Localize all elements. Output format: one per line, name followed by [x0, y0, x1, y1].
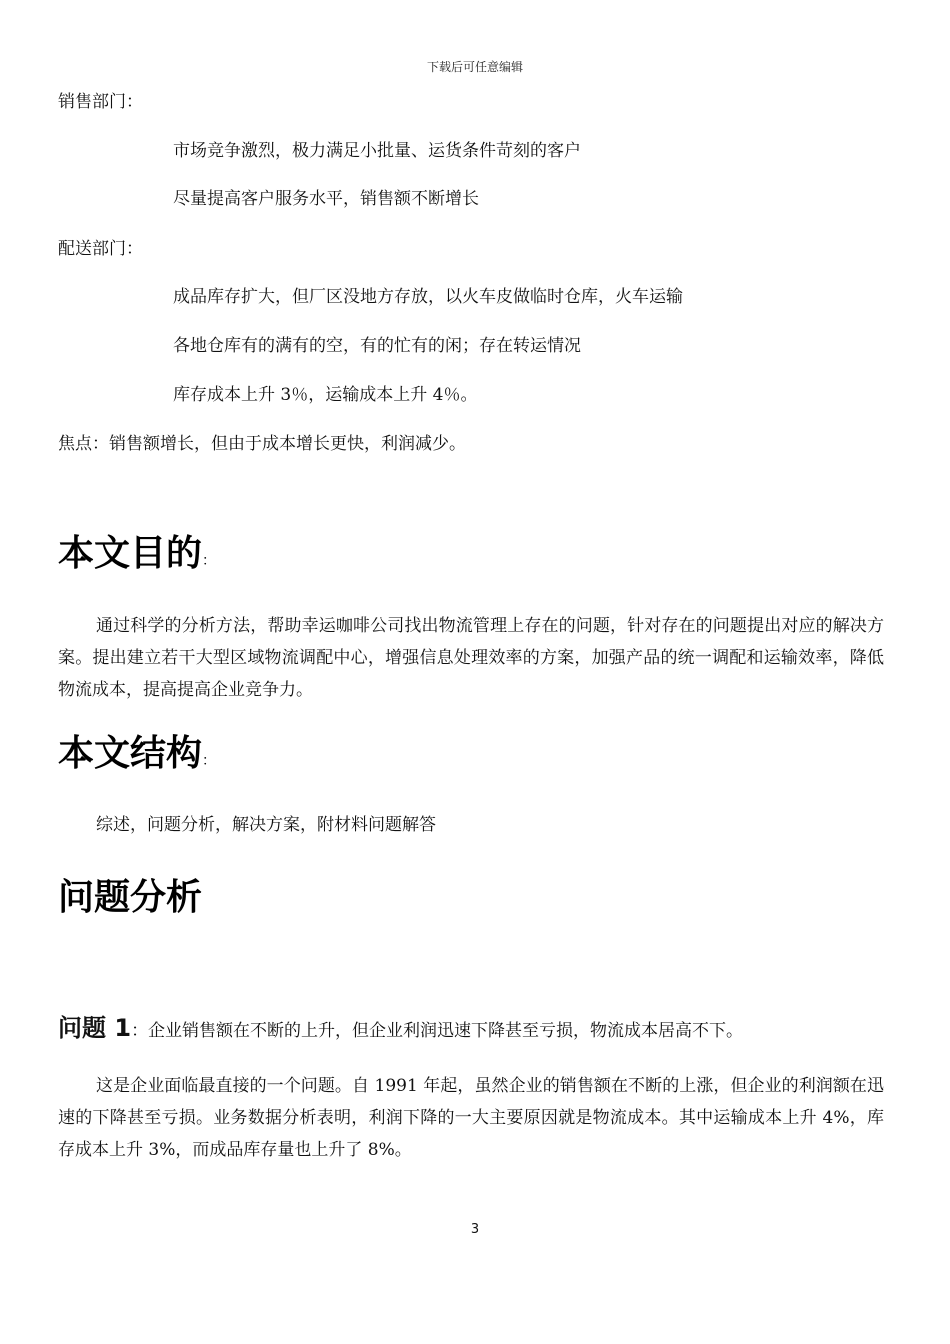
delivery-item: 库存成本上升 3％，运输成本上升 4％。 — [173, 385, 478, 405]
sales-label: 销售部门： — [58, 92, 143, 112]
structure-heading-colon: ： — [202, 753, 217, 769]
analysis-heading: 问题分析 — [58, 877, 203, 918]
sales-item: 尽量提高客户服务水平，销售额不断增长 — [173, 189, 479, 209]
delivery-item: 各地仓库有的满有的空，有的忙有的闲；存在转运情况 — [173, 336, 581, 356]
page-header: 下载后可任意编辑 — [426, 60, 523, 74]
problem1-label: 问题 1 — [58, 1014, 132, 1042]
problem1-heading — [58, 1012, 743, 1047]
focus-text: 焦点：销售额增长，但由于成本增长更快，利润减少。 — [58, 434, 466, 454]
problem1-paragraph: 这是企业面临最直接的一个问题。自 1991 年起，虽然企业的销售额在不断的上涨，但企业的利润额在迅速的下降甚至亏损。业务数据分析表明，利润下降的一大主要原因就是物流成本。其中运输成本上升 4%，库存成本上升 3%，而成品库存量也上升了 8%。 — [58, 1076, 884, 1160]
sales-item: 市场竞争激烈，极力满足小批量、运货条件苛刻的客户 — [173, 141, 581, 161]
purpose-heading-text: 本文目的 — [58, 533, 203, 574]
purpose-heading — [58, 532, 216, 583]
page-number: 3 — [470, 1222, 480, 1237]
structure-heading-text: 本文结构 — [58, 733, 203, 774]
purpose-paragraph: 通过科学的分析方法，帮助幸运咖啡公司找出物流管理上存在的问题，针对存在的问题提出对应的解决方案。提出建立若干大型区域物流调配中心，增强信息处理效率的方案，加强产品的统一调配和运输效率，降低物流成本，提高提高企业竞争力。 — [58, 616, 884, 700]
delivery-label: 配送部门： — [58, 239, 143, 259]
structure-heading — [58, 732, 216, 783]
purpose-heading-colon: ： — [202, 553, 217, 569]
delivery-item: 成品库存扩大，但厂区没地方存放，以火车皮做临时仓库，火车运输 — [173, 287, 683, 307]
problem1-title: ：企业销售额在不断的上升，但企业利润迅速下降甚至亏损，物流成本居高不下。 — [131, 1021, 744, 1041]
structure-paragraph: 综述，问题分析，解决方案，附材料问题解答 — [96, 815, 436, 835]
